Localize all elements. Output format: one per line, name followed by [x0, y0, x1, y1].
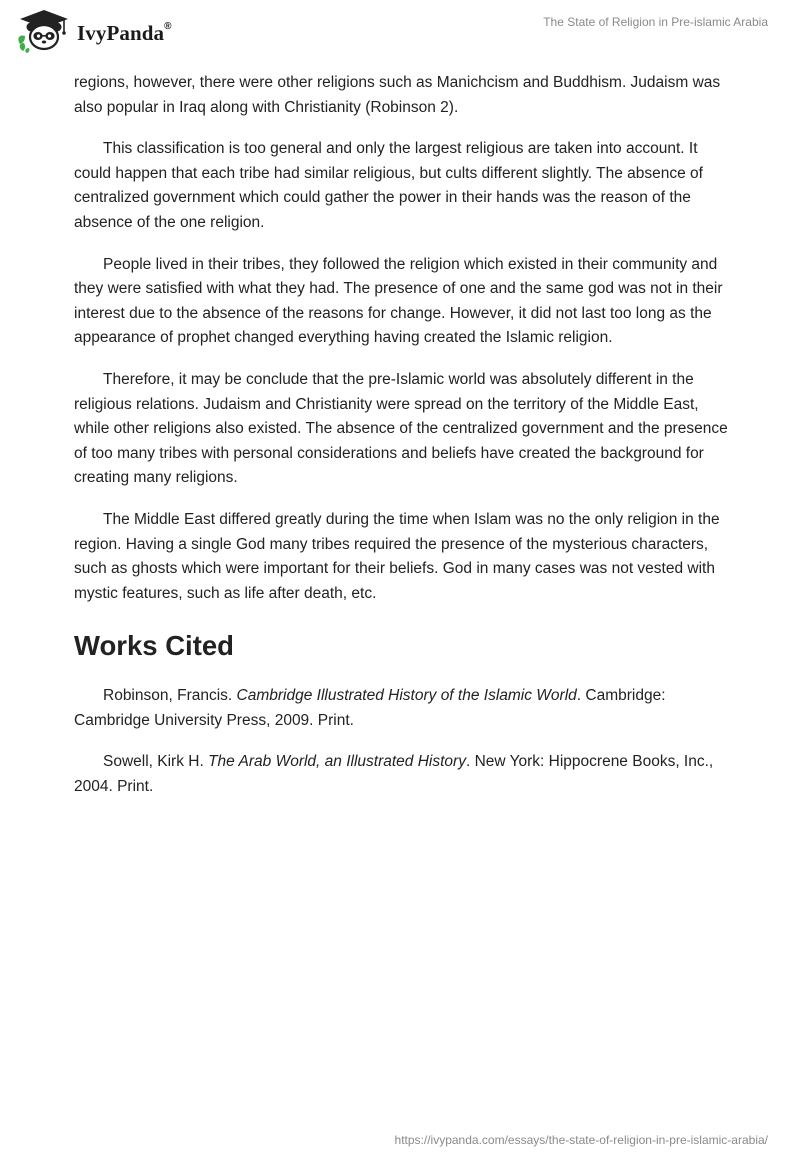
source-url-link[interactable]: https://ivypanda.com/essays/the-state-of-religion-in-pre-islamic-arabia/	[394, 1133, 768, 1147]
body-paragraph: This classification is too general and only the largest religious are taken into account. It could happen that each tribe had similar religious, but cults different slightly. The absence of centralized government which could gather the power in their hands was the reason of the absence of the one religion.	[74, 140, 703, 231]
document-title: The State of Religion in Pre-islamic Arabia	[543, 15, 768, 29]
body-paragraph: The Middle East differed greatly during the time when Islam was no the only religion in the region. Having a single God many tribes required the presence of the mysterious characters, such as ghosts which were important for their beliefs. God in many cases was not vested with mystic features, such as life after death, etc.	[74, 510, 720, 602]
page-header	[0, 0, 800, 70]
citation-title: The Arab World, an Illustrated History	[208, 753, 466, 771]
citation-author: Robinson, Francis.	[103, 687, 237, 705]
citation-details: . New York: Hippocrene Books, Inc., 2004. Print.	[74, 753, 714, 796]
body-paragraph: Therefore, it may be conclude that the pre-Islamic world was absolutely different in the religious relations. Judaism and Christianity were spread on the territory of the Middle East, while other religions also existed. The absence of the centralized government and the presence of too many tribes with personal considerations and beliefs have created the background for creating many religions.	[74, 370, 728, 487]
body-paragraph: People lived in their tribes, they followed the religion which existed in their community and they were satisfied with what they had. The presence of one and the same god was not in their interest due to the absence of the reasons for change. However, it did not last too long as the appearance of prophet changed everything having created the Islamic religion.	[74, 255, 723, 347]
citation-title: Cambridge Illustrated History of the Islamic World	[236, 687, 577, 705]
registered-mark: ®	[164, 20, 172, 32]
citation-entry	[74, 684, 730, 733]
citation-details: . Cambridge: Cambridge University Press, 2009. Print.	[74, 687, 666, 729]
ivypanda-logo[interactable]	[14, 8, 172, 54]
citation-author: Sowell, Kirk H.	[103, 753, 209, 771]
essay-content	[74, 71, 730, 817]
citation-entry	[74, 750, 730, 799]
brand-name: IvyPanda®	[77, 20, 172, 45]
panda-graduate-icon	[14, 8, 74, 54]
works-cited-heading: Works Cited	[74, 630, 234, 662]
body-paragraph: regions, however, there were other religions such as Manichcism and Buddhism. Judaism was also popular in Iraq along with Christianity (Robinson 2).	[74, 74, 721, 116]
